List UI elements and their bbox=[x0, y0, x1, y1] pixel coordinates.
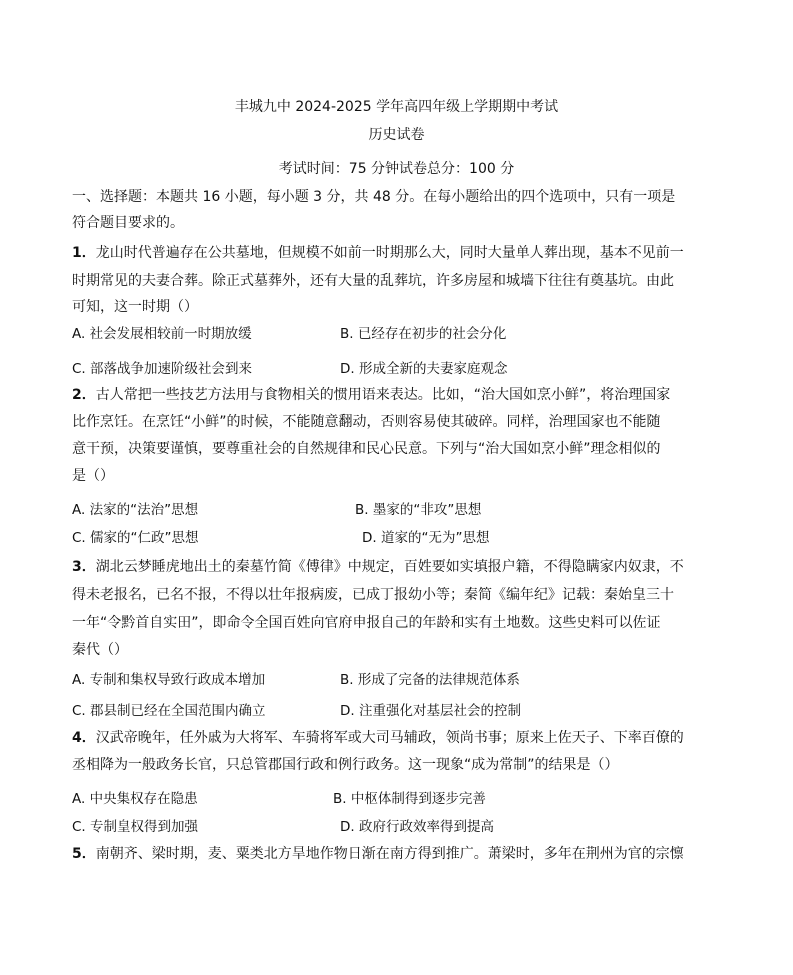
exam-title: 丰城九中 2024-2025 学年高四年级上学期期中考试 bbox=[234, 99, 559, 115]
section-instruction-line-2: 符合题目要求的。 bbox=[72, 215, 184, 231]
question-5-line-1 bbox=[72, 843, 732, 863]
question-4-option-b[interactable]: B. 中枢体制得到逐步完善 bbox=[333, 791, 486, 807]
question-2-option-d[interactable]: D. 道家的“无为”思想 bbox=[362, 530, 490, 546]
question-1-option-c[interactable]: C. 部落战争加速阶级社会到来 bbox=[72, 361, 253, 377]
question-1-number: 1． bbox=[72, 245, 96, 261]
question-4-option-c[interactable]: C. 专制皇权得到加强 bbox=[72, 819, 199, 835]
question-3-option-b[interactable]: B. 形成了完备的法律规范体系 bbox=[340, 672, 520, 688]
question-1-text-1: 龙山时代普遍存在公共墓地，但规模不如前一时期那么大，同时大量单人葬出现，基本不见前一 bbox=[95, 245, 684, 261]
question-2-line-2: 比作烹饪。在烹饪“小鲜”的时候，不能随意翻动，否则容易使其破碎。同样，治理国家也不能随 bbox=[72, 414, 661, 430]
question-4-option-a[interactable]: A. 中央集权存在隐患 bbox=[72, 791, 198, 807]
question-2-line-4: 是（） bbox=[72, 468, 114, 484]
question-1-option-d[interactable]: D. 形成全新的夫妻家庭观念 bbox=[340, 361, 508, 377]
question-3-option-d[interactable]: D. 注重强化对基层社会的控制 bbox=[340, 703, 521, 719]
question-3-option-c[interactable]: C. 郡县制已经在全国范围内确立 bbox=[72, 703, 266, 719]
question-3-text-1: 湖北云梦睡虎地出土的秦墓竹简《傅律》中规定，百姓要如实填报户籍，不得隐瞒家内奴隶，不 bbox=[95, 559, 684, 575]
section-instruction-line-1: 一、选择题：本题共 16 小题，每小题 3 分，共 48 分。在每小题给出的四个选项中，只有一项是 bbox=[72, 189, 676, 205]
question-4-line-1 bbox=[72, 727, 732, 747]
exam-subject: 历史试卷 bbox=[368, 127, 425, 143]
question-3-line-2: 得未老报名，已名不报，不得以壮年报病废，已成丁报幼小等；秦简《编年纪》记载：秦始皇三十 bbox=[72, 587, 674, 603]
question-2-option-b[interactable]: B. 墨家的“非攻”思想 bbox=[355, 502, 482, 518]
question-1-line-2: 时期常见的夫妻合葬。除正式墓葬外，还有大量的乱葬坑，许多房屋和城墙下往往有奠基坑。由此 bbox=[72, 273, 674, 289]
question-4-number: 4． bbox=[72, 730, 96, 746]
question-4-line-2: 丞相降为一般政务长官，只总管郡国行政和例行政务。这一现象“成为常制”的结果是（） bbox=[72, 757, 619, 773]
question-2-line-3: 意干预，决策要谨慎，要尊重社会的自然规律和民心民意。下列与“治大国如烹小鲜”理念相似的 bbox=[72, 441, 661, 457]
question-2-option-c[interactable]: C. 儒家的“仁政”思想 bbox=[72, 530, 199, 546]
question-1-option-a[interactable]: A. 社会发展相较前一时期放缓 bbox=[72, 326, 252, 342]
question-2-line-1 bbox=[72, 384, 732, 404]
question-3-number: 3． bbox=[72, 559, 96, 575]
exam-meta: 考试时间：75 分钟试卷总分：100 分 bbox=[278, 161, 515, 177]
question-2-number: 2． bbox=[72, 387, 96, 403]
question-5-text-1: 南朝齐、梁时期，麦、粟类北方旱地作物日渐在南方得到推广。萧梁时，多年在荆州为官的宗懔 bbox=[95, 846, 684, 862]
question-3-line-4: 秦代（） bbox=[72, 642, 128, 658]
question-5-number: 5． bbox=[72, 846, 96, 862]
question-3-option-a[interactable]: A. 专制和集权导致行政成本增加 bbox=[72, 672, 266, 688]
question-4-text-1: 汉武帝晚年，任外戚为大将军、车骑将军或大司马辅政，领尚书事；原来上佐天子、下率百僚的 bbox=[95, 730, 684, 746]
question-3-line-1 bbox=[72, 556, 732, 576]
question-1-line-1 bbox=[72, 242, 732, 262]
question-4-option-d[interactable]: D. 政府行政效率得到提高 bbox=[340, 819, 494, 835]
question-2-text-1: 古人常把一些技艺方法用与食物相关的惯用语来表达。比如，“治大国如烹小鲜”，将治理国家 bbox=[95, 387, 671, 403]
question-1-option-b[interactable]: B. 已经存在初步的社会分化 bbox=[340, 326, 507, 342]
question-3-line-3: 一年“令黔首自实田”，即命令全国百姓向官府申报自己的年龄和实有土地数。这些史料可以佐证 bbox=[72, 615, 661, 631]
question-2-option-a[interactable]: A. 法家的“法治”思想 bbox=[72, 502, 199, 518]
question-1-line-3: 可知，这一时期（） bbox=[72, 299, 198, 315]
